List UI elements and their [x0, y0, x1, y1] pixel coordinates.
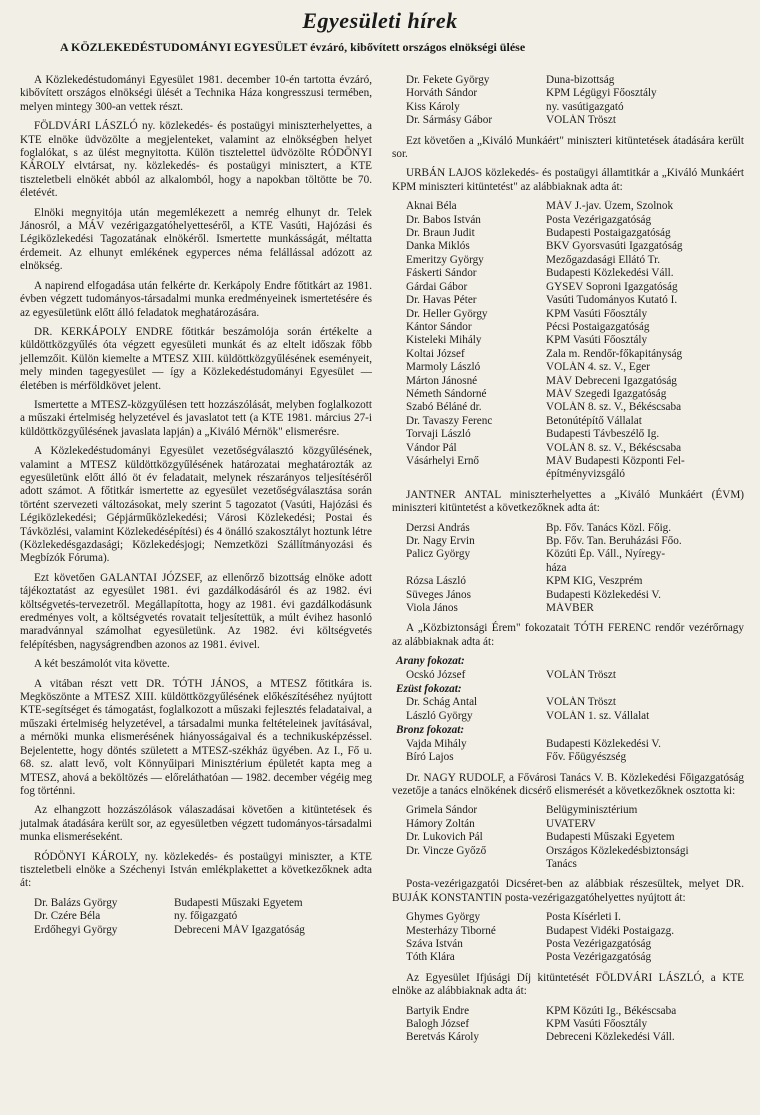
list-item: [392, 911, 744, 924]
list-item: [392, 401, 744, 414]
jantner-paragraph: JANTNER ANTAL miniszterhelyettes a „Kiváló Munkáért (ÉVM) miniszteri kitüntetést a következőknek adta át:: [392, 488, 744, 515]
recipient-organization: Főv. Főügyészség: [546, 751, 627, 764]
recipient-name: Emeritzy György: [406, 253, 484, 266]
recipient-organization: BKV Gyorsvasúti Igazgatóság: [546, 240, 683, 253]
recipient-organization: Zala m. Rendőr-főkapitányság: [546, 347, 683, 360]
recipient-organization: VOLÁN 8. sz. V., Békéscsaba: [546, 441, 682, 454]
list-item: [392, 415, 744, 428]
list-item: [392, 281, 744, 294]
list-item: [392, 562, 744, 575]
recipient-organization: MÁV J.-jav. Üzem, Szolnok: [546, 200, 674, 213]
paragraph: Az elhangzott hozzászólások válaszadásai követően a kitüntetések és jutalmak átadására került sor, az egyesületben végzett tudományos-társadalmi munka elismeréseként.: [20, 804, 372, 844]
recipient-organization: KPM Vasúti Főosztály: [546, 307, 648, 320]
recipient-organization: Posta Vezérigazgatóság: [546, 951, 652, 964]
recipient-organization: Országos Közlekedésbiztonsági: [546, 844, 689, 857]
recipient-name: Derzsi András: [406, 521, 470, 534]
list-item: [392, 818, 744, 831]
list-item: [20, 924, 372, 937]
left-paragraphs: [20, 74, 372, 891]
gold-list: [392, 669, 744, 682]
list-item: [392, 240, 744, 253]
recipient-name: Ocskó József: [406, 668, 466, 681]
nagy-paragraph: Dr. NAGY RUDOLF, a Fővárosi Tanács V. B. Közlekedési Főigazgatóság vezetője a tanács elnökének dicsérő elismerését a következőknek osztotta ki:: [392, 771, 744, 797]
recipient-organization: Budapesti Közlekedési V.: [546, 737, 661, 750]
nagy-award-list: [392, 804, 744, 871]
recipient-name: Dr. Sármásy Gábor: [406, 114, 493, 127]
list-item: [392, 535, 744, 548]
recipient-name: Fáskerti Sándor: [406, 267, 477, 280]
list-item: [392, 951, 744, 964]
list-item: [392, 375, 744, 388]
posta-award-list: [392, 911, 744, 965]
posta-paragraph: Posta-vezérigazgatói Dicséret-ben az alábbiak részesültek, melyet DR. BUJÁK KONSTANTIN posta-vezérigazgatóhelyettes nyújtott át:: [392, 878, 744, 904]
recipient-name: László György: [406, 709, 473, 722]
recipient-organization: Vasúti Tudományos Kutató I.: [546, 294, 678, 307]
silver-list: [392, 696, 744, 723]
recipient-organization: Duna-bizottság: [546, 74, 615, 86]
recipient-organization: Budapesti Közlekedési V.: [546, 588, 661, 601]
recipient-organization: Posta Vezérigazgatóság: [546, 213, 652, 226]
list-item: [392, 1005, 744, 1018]
recipient-name: Dr. Vincze Győző: [406, 844, 487, 857]
recipient-name: Marmoly László: [406, 361, 481, 374]
recipient-name: Vándor Pál: [406, 441, 457, 454]
grade-gold-heading: Arany fokozat:: [396, 655, 465, 668]
list-item: [392, 548, 744, 561]
list-item: [392, 428, 744, 441]
list-item: [392, 738, 744, 751]
recipient-name: Horváth Sándor: [406, 87, 478, 100]
recipient-name: Dr. Lukovich Pál: [406, 831, 483, 844]
recipient-organization: Budapesti Műszaki Egyetem: [546, 831, 675, 844]
list-item: [392, 751, 744, 764]
list-item: [392, 254, 744, 267]
recipient-name: Ghymes György: [406, 911, 481, 924]
recipient-name: Dr. Tavaszy Ferenc: [406, 414, 493, 427]
recipient-organization: Debreceni Közlekedési Váll.: [546, 1031, 675, 1044]
list-item: [392, 321, 744, 334]
list-item: [392, 468, 744, 481]
list-item: [392, 267, 744, 280]
list-item: [392, 101, 744, 114]
paragraph: A Közlekedéstudományi Egyesület vezetőségválasztó közgyűlésének, valamint a MTESZ küldöttközgyűlésének határozatai meghatározták az egyesületünk előtt álló öt év feladatait, melynek részarányos teljesítéséről adott számot. A főtitkár ismertette az egyesület vezetőségválasztása során történt szervezeti változásokat, mely szerint 5 tagozatot (Vasúti, Hajózási és Légiközlekedési; Gépjárműközlekedési; Városi Közlekedési; Postai és Távközlési, valamint Közlekedésépítési) és 4 önálló szakosztályt hoztunk létre (Közlekedésgazdasági; Közlekedésjogi; Nemzetközi Szállítmányozási és Megbízók Fóruma).: [20, 445, 372, 565]
recipient-organization: KPM Vasúti Főosztály: [546, 334, 648, 347]
list-item: [392, 227, 744, 240]
recipient-organization: KPM Légügyi Főosztály: [546, 87, 657, 100]
recipient-name: Beretvás Károly: [406, 1031, 480, 1044]
recipient-name: Dr. Czére Béla: [34, 910, 101, 923]
recipient-name: Mesterházy Tiborné: [406, 924, 496, 937]
recipient-name: [392, 562, 546, 575]
list-item: [392, 1018, 744, 1031]
recipient-name: Kántor Sándor: [406, 320, 472, 333]
list-item: [392, 522, 744, 535]
recipient-organization: Debreceni MÁV Igazgatóság: [174, 923, 305, 936]
recipient-organization: VOLÁN 8. sz. V., Békéscsaba: [546, 401, 682, 414]
left-column: [20, 74, 372, 944]
recipient-organization: VOLÁN 1. sz. Vállalat: [546, 709, 650, 722]
recipient-name: Száva István: [406, 937, 463, 950]
list-item: [392, 348, 744, 361]
recipient-organization: Közúti Ép. Váll., Nyíregy-: [546, 548, 666, 561]
recipient-organization: ny. főigazgató: [174, 910, 238, 923]
szechenyi-list: [20, 897, 372, 937]
recipient-organization: Bp. Főv. Tanács Közl. Főig.: [546, 521, 672, 534]
list-item: [392, 455, 744, 468]
list-item: [392, 602, 744, 615]
recipient-name: Tóth Klára: [406, 951, 455, 964]
paragraph: A két beszámolót vita követte.: [34, 658, 170, 671]
article-subtitle: A KÖZLEKEDÉSTUDOMÁNYI EGYESÜLET évzáró, kibővített országos elnökségi ülése: [60, 40, 526, 54]
recipient-organization: Bp. Főv. Tan. Beruházási Főo.: [546, 535, 682, 547]
recipient-organization: MÁV Szegedi Igazgatóság: [546, 387, 667, 400]
urban-paragraph: URBÁN LAJOS közlekedés- és postaügyi államtitkár a „Kiváló Munkáért KPM miniszteri kitüntetést" az alábbiaknak adta át:: [392, 167, 744, 193]
recipient-organization: Betonútépítő Vállalat: [546, 414, 642, 427]
paragraph: Elnöki megnyitója után megemlékezett a nemrég elhunyt dr. Telek Jánosról, a MÁV vezérigazgatóhelyetteséről, a KTE Vasúti, Hajózási és Légiközlekedési Tagozatának elnökéről. Ismertette munkásságát, méltatta érdemeit. Az elhunyt emlékének egyperces néma felállással adózott az elnökség.: [20, 206, 372, 273]
recipient-organization: VOLÁN Tröszt: [546, 114, 616, 127]
paragraph: Ismertette a MTESZ-közgyűlésen tett hozzászólását, melyben foglalkozott a műszaki értelmiség helyzetével és javaslatot tett (a KTE 1981. március 27-i küldöttközgyűlésének javaslata lapján) a „Kiváló Mérnök" elismerésre.: [20, 398, 372, 438]
recipient-name: Koltai József: [406, 347, 465, 360]
recipient-name: Németh Sándorné: [406, 387, 487, 400]
paragraph: FÖLDVÁRI LÁSZLÓ ny. közlekedés- és postaügyi miniszterhelyettes, a KTE elnöke üdvözölte a megjelenteket, valamint az elnökségben helyet foglalókat, s az ülést megnyitotta. Külön tisztelettel üdvözölte RÓDÖNYI KÁROLY elvtársat, ny. közlekedés- és postaügyi minisztert, a KTE tiszteletbeli elnökét abból az alkalomból, hogy a napokban töltötte be 70. életévét.: [20, 120, 372, 200]
bronze-list: [392, 738, 744, 765]
list-item: [392, 696, 744, 709]
recipient-name: Dr. Fekete György: [406, 74, 490, 86]
recipient-organization: háza: [546, 561, 567, 574]
recipient-organization: KPM KIG, Veszprém: [546, 575, 643, 588]
recipient-name: Gárdai Gábor: [406, 280, 468, 293]
list-item: [392, 361, 744, 374]
recipient-organization: Belügyminisztérium: [546, 804, 638, 817]
list-item: [392, 442, 744, 455]
recipient-organization: KPM Közúti Ig., Békéscsaba: [546, 1004, 677, 1017]
recipient-name: Süveges János: [406, 588, 471, 601]
recipient-name: Dr. Heller György: [406, 307, 488, 320]
kivalo-intro-paragraph: Ezt követően a „Kiváló Munkáért" miniszteri kitüntetések átadására került sor.: [392, 134, 744, 161]
list-item: [392, 938, 744, 951]
list-item: [20, 910, 372, 923]
list-item: [392, 334, 744, 347]
list-item: [392, 214, 744, 227]
recipient-name: Szabó Béláné dr.: [406, 401, 482, 414]
recipient-name: Dr. Nagy Ervin: [406, 535, 475, 547]
recipient-name: Kisteleki Mihály: [406, 334, 482, 347]
recipient-name: Dr. Braun Judit: [406, 227, 475, 240]
recipient-organization: Mezőgazdasági Ellátó Tr.: [546, 253, 661, 266]
recipient-organization: KPM Vasúti Főosztály: [546, 1018, 648, 1030]
szechenyi-list-continued: [392, 74, 744, 128]
paragraph: Ezt követően GALANTAI JÓZSEF, az ellenőrző bizottság elnöke adott tájékoztatást az egyesület 1981. évi gazdálkodásáról és az 1982. évi költségvetés-tervezetről. Megállapította, hogy az 1981. évi gazdálkodásunk eredményes volt, a költségvetés rovatait teljesítettük, a múlt évihez hasonló maradvánnyal számolhat egyesületünk. Az 1982. évi költségvetés felépítésben, nagyságrendben azonos az 1981. évivel.: [20, 571, 372, 651]
list-item: [392, 388, 744, 401]
list-item: [392, 114, 744, 127]
recipient-name: Hámory Zoltán: [406, 817, 475, 830]
recipient-organization: MÁVBER: [546, 602, 594, 615]
recipient-organization: VOLÁN Tröszt: [546, 696, 616, 709]
recipient-name: Palicz György: [406, 548, 471, 561]
recipient-name: Bíró Lajos: [406, 751, 454, 764]
list-item: [392, 74, 744, 87]
recipient-name: Vajda Mihály: [406, 737, 467, 750]
list-item: [392, 925, 744, 938]
recipient-name: Dr. Babos István: [406, 213, 481, 226]
list-item: [392, 669, 744, 682]
page-title: Egyesületi hírek: [302, 8, 458, 33]
grade-silver-heading: Ezüst fokozat:: [396, 683, 462, 696]
ifjusagi-paragraph: Az Egyesület Ifjúsági Díj kitüntetését FÖLDVÁRI LÁSZLÓ, a KTE elnöke az alábbiaknak adta át:: [392, 971, 744, 998]
list-item: [392, 710, 744, 723]
list-item: [392, 831, 744, 844]
paragraph: A napirend elfogadása után felkérte dr. Kerkápoly Endre főtitkárt az 1981. évben végzett tudományos-társadalmi munka eredményeinek ismertetésére és az egyesületünk előtt álló feladatok meghatározására.: [20, 279, 372, 319]
recipient-organization: Tanács: [546, 857, 577, 870]
recipient-organization: Budapesti Műszaki Egyetem: [174, 896, 303, 909]
paragraph: A vitában részt vett DR. TÓTH JÁNOS, a MTESZ főtitkára is. Megköszönte a MTESZ XIII. küldöttközgyűlésének előkészítéséhez nyújtott KTE-segítséget és támogatást, foglalkozott a műszaki fejlesztés feladataival, a műszaki értelmiség helyzetével, a társadalmi munka feltételeinek javításával, a mérnöki munka elismerésének hiányosságaival és a technikusképzéssel. Bejelentette, hogy döntés született a MTESZ-székház ügyében. Az I., Fő u. 68. sz. alatt levő, volt Könnyűipari Minisztérium épületét kapta meg a MTESZ, ahová a beköltözés — előreláthatóan — 1982. december végéig meg fog történni.: [20, 677, 372, 797]
recipient-name: Torvaji László: [406, 428, 471, 441]
list-item: [392, 87, 744, 100]
urban-award-list: [392, 200, 744, 482]
recipient-name: Balogh József: [406, 1018, 470, 1030]
recipient-organization: UVATERV: [546, 817, 596, 830]
recipient-organization: Budapesti Távbeszélő Ig.: [546, 428, 660, 441]
paragraph: DR. KERKÁPOLY ENDRE főtitkár beszámolója során értékelte a küldöttközgyűlés óta végzett egyesületi munkát és az eltelt időszak főbb jellemzőit. Külön kiemelte a MTESZ XIII. küldöttközgyűlésének eseményeit, mely minden tagegyesület — így a Közlekedéstudományi Egyesület — életében is mérföldkövet jelent.: [20, 325, 372, 392]
kozbiztonsagi-paragraph: A „Közbiztonsági Érem" fokozatait TÓTH FERENC rendőr vezérőrnagy az alábbiaknak adta át:: [392, 622, 744, 648]
recipient-organization: VOLÁN Tröszt: [546, 668, 616, 681]
list-item: [392, 804, 744, 817]
grade-bronze-heading: Bronz fokozat:: [396, 724, 465, 737]
recipient-organization: Pécsi Postaigazgatóság: [546, 320, 650, 333]
recipient-name: [392, 468, 546, 481]
recipient-organization: MÁV Debreceni Igazgatóság: [546, 374, 677, 387]
recipient-name: Danka Miklós: [406, 240, 470, 253]
recipient-organization: VOLÁN 4. sz. V., Eger: [546, 361, 650, 374]
recipient-organization: Budapest Vidéki Postaigazg.: [546, 924, 675, 937]
right-column: [392, 74, 744, 1052]
jantner-award-list: [392, 522, 744, 616]
recipient-organization: MÁV Budapesti Központi Fel-: [546, 454, 685, 467]
recipient-name: Grimela Sándor: [406, 804, 478, 817]
list-item: [392, 308, 744, 321]
list-item: [392, 589, 744, 602]
recipient-name: Márton Jánosné: [406, 374, 478, 387]
ifjusagi-award-list: [392, 1005, 744, 1045]
recipient-name: Dr. Havas Péter: [406, 294, 477, 307]
recipient-organization: Posta Vezérigazgatóság: [546, 937, 652, 950]
list-item: [392, 845, 744, 858]
recipient-name: Viola János: [406, 602, 458, 615]
list-item: [392, 294, 744, 307]
recipient-organization: építményvizsgáló: [546, 468, 625, 481]
list-item: [392, 1031, 744, 1044]
recipient-name: Rózsa László: [406, 575, 466, 588]
recipient-name: Kiss Károly: [406, 100, 460, 113]
recipient-name: Aknai Béla: [406, 200, 457, 213]
list-item: [392, 200, 744, 213]
recipient-name: Dr. Schág Antal: [406, 696, 478, 709]
list-item: [392, 575, 744, 588]
recipient-name: Dr. Balázs György: [34, 896, 118, 909]
recipient-organization: Budapesti Közlekedési Váll.: [546, 267, 674, 280]
recipient-name: Bartyik Endre: [406, 1004, 470, 1017]
recipient-name: Vásárhelyi Ernő: [406, 454, 480, 467]
recipient-organization: ny. vasútigazgató: [546, 100, 624, 113]
recipient-name: [392, 858, 546, 871]
recipient-organization: Budapesti Postaigazgatóság: [546, 227, 671, 240]
recipient-name: Erdőhegyi György: [34, 923, 118, 936]
paragraph: RÓDÖNYI KÁROLY, ny. közlekedés- és postaügyi miniszter, a KTE tiszteletbeli elnöke a Széchenyi István emlékplakettet a következőknek adta át:: [20, 850, 372, 890]
list-item: [392, 858, 744, 871]
recipient-organization: GYSEV Soproni Igazgatóság: [546, 280, 678, 293]
list-item: [20, 897, 372, 910]
paragraph: A Közlekedéstudományi Egyesület 1981. december 10-én tartotta évzáró, kibővített országos elnökségi ülését a Technika Háza kongresszusi termében, melyen mintegy 300-an vettek részt.: [20, 74, 372, 113]
recipient-organization: Posta Kísérleti I.: [546, 911, 621, 924]
